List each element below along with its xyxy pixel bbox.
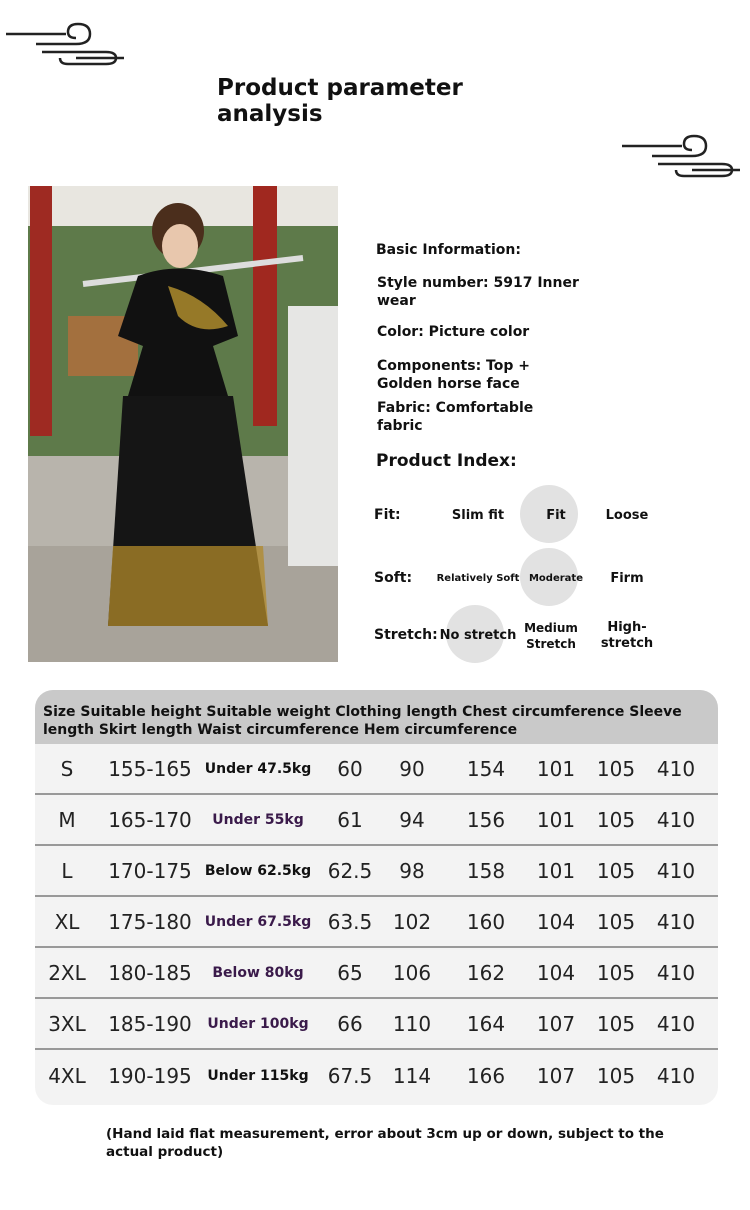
basic-info-heading: Basic Information: (376, 242, 521, 258)
table-cell: Under 67.5kg (204, 913, 312, 930)
table-cell: Under 55kg (212, 811, 304, 828)
size-table-header: Size Suitable height Suitable weight Clothing length Chest circumference Sleeve length Skirt length Waist circumference Hem circumference (35, 690, 718, 744)
table-cell: 158 (466, 858, 506, 883)
index-label: Fit: (374, 507, 401, 523)
index-option: Relatively Soft (436, 573, 520, 584)
table-row (35, 1050, 718, 1101)
table-cell: 101 (536, 858, 576, 883)
table-cell: 410 (656, 756, 696, 781)
table-cell: Below 62.5kg (204, 862, 312, 879)
table-cell: 164 (466, 1011, 506, 1036)
index-option: Moderate (528, 573, 583, 584)
fabric-info: Fabric: Comfortable fabric (377, 400, 534, 434)
table-row (35, 999, 718, 1050)
index-label: Soft: (374, 570, 413, 586)
table-cell: 105 (596, 960, 636, 985)
table-cell: 110 (392, 1011, 432, 1036)
table-cell: S (60, 756, 74, 781)
index-option: Firm (610, 571, 644, 586)
index-option: No stretch (439, 628, 517, 643)
table-cell: 101 (536, 756, 576, 781)
table-row (35, 846, 718, 897)
table-cell: XL (54, 909, 80, 934)
table-cell: 155-165 (108, 756, 192, 781)
index-option: Loose (605, 508, 649, 523)
measurement-note: (Hand laid flat measurement, error about 3cm up or down, subject to the actual product) (106, 1126, 664, 1160)
table-cell: 102 (392, 909, 432, 934)
table-cell: 107 (536, 1011, 576, 1036)
index-label: Stretch: (374, 627, 438, 643)
table-cell: 410 (656, 909, 696, 934)
table-cell: 61 (337, 807, 363, 832)
table-cell: 154 (466, 756, 506, 781)
table-cell: 94 (399, 807, 425, 832)
table-cell: 62.5 (327, 858, 373, 883)
table-cell: 410 (656, 960, 696, 985)
table-cell: 101 (536, 807, 576, 832)
table-cell: 410 (656, 807, 696, 832)
page-title: Product parameter analysis (217, 75, 463, 127)
table-cell: Under 100kg (207, 1015, 309, 1032)
index-option: Medium Stretch (524, 621, 578, 651)
table-cell: 105 (596, 807, 636, 832)
product-index-heading: Product Index: (376, 451, 517, 471)
table-cell: 67.5 (327, 1063, 373, 1088)
table-row (35, 897, 718, 948)
table-cell: 165-170 (108, 807, 192, 832)
style-number: Style number: 5917 Inner wear (377, 275, 579, 309)
table-cell: L (61, 858, 73, 883)
table-cell: 106 (392, 960, 432, 985)
table-cell: 3XL (48, 1011, 86, 1036)
table-cell: 105 (596, 909, 636, 934)
table-cell: 104 (536, 909, 576, 934)
components-info: Components: Top + Golden horse face (377, 358, 530, 392)
table-cell: 114 (392, 1063, 432, 1088)
cloud-ornament-icon (618, 130, 746, 182)
table-cell: 105 (596, 1011, 636, 1036)
table-row (35, 744, 718, 795)
product-photo (28, 186, 338, 662)
table-cell: 190-195 (108, 1063, 192, 1088)
cloud-ornament-icon (6, 18, 126, 70)
table-cell: 162 (466, 960, 506, 985)
table-cell: Under 47.5kg (204, 760, 312, 777)
table-cell: 410 (656, 1063, 696, 1088)
table-cell: 105 (596, 756, 636, 781)
table-cell: 104 (536, 960, 576, 985)
table-cell: 410 (656, 858, 696, 883)
index-option: Fit (546, 508, 566, 523)
table-cell: 170-175 (108, 858, 192, 883)
table-cell: M (58, 807, 76, 832)
table-cell: 160 (466, 909, 506, 934)
table-cell: 156 (466, 807, 506, 832)
table-cell: 185-190 (108, 1011, 192, 1036)
size-table (35, 690, 718, 1105)
table-row (35, 795, 718, 846)
table-cell: 105 (596, 858, 636, 883)
table-cell: 105 (596, 1063, 636, 1088)
index-option: Slim fit (451, 508, 505, 523)
table-cell: 60 (337, 756, 363, 781)
table-row (35, 948, 718, 999)
table-cell: 63.5 (327, 909, 373, 934)
table-cell: 107 (536, 1063, 576, 1088)
table-cell: 166 (466, 1063, 506, 1088)
table-cell: 2XL (48, 960, 86, 985)
table-cell: 98 (399, 858, 425, 883)
table-cell: 180-185 (108, 960, 192, 985)
table-cell: 90 (399, 756, 425, 781)
table-cell: 410 (656, 1011, 696, 1036)
table-cell: 66 (337, 1011, 363, 1036)
table-cell: 65 (337, 960, 363, 985)
table-cell: Below 80kg (212, 964, 304, 981)
table-cell: Under 115kg (207, 1067, 309, 1084)
table-cell: 175-180 (108, 909, 192, 934)
color-info: Color: Picture color (377, 324, 530, 340)
index-option: High-stretch (600, 620, 654, 651)
table-cell: 4XL (48, 1063, 86, 1088)
